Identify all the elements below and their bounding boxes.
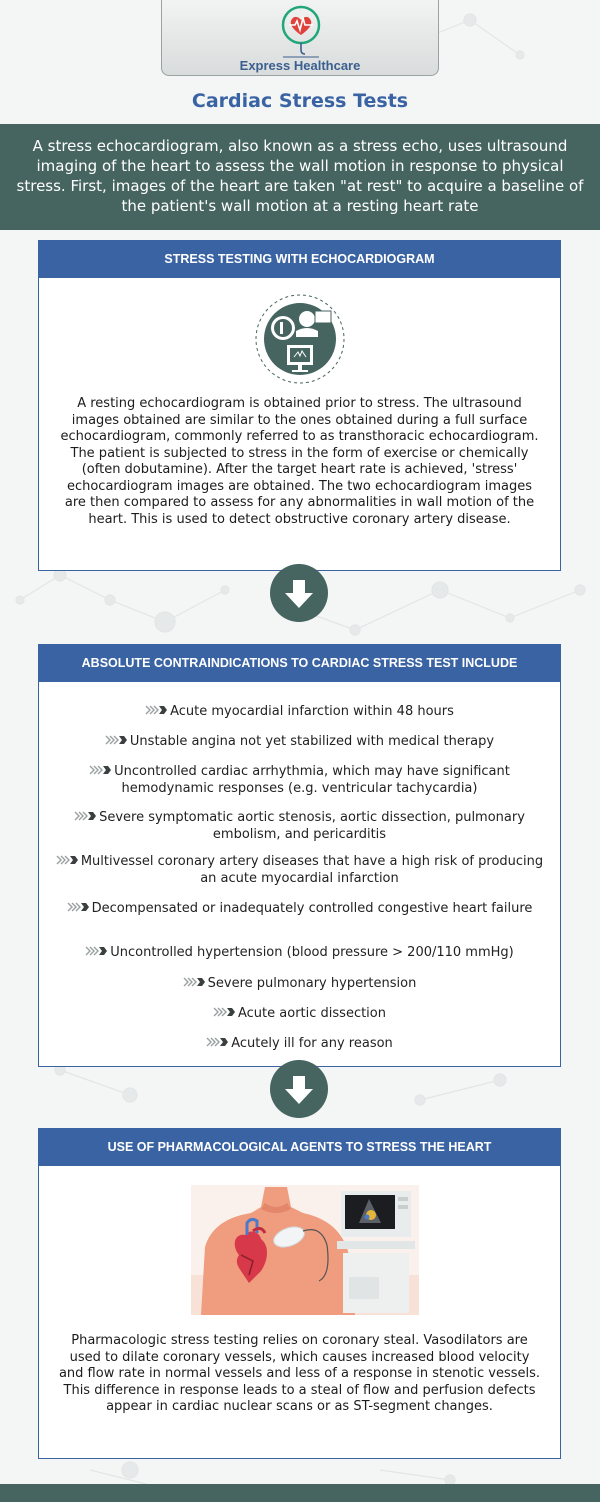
chevron-bullet-icon xyxy=(85,946,107,956)
chevron-bullet-icon xyxy=(145,705,167,715)
brand-logo[interactable] xyxy=(161,0,439,76)
section-pharmacological xyxy=(38,1128,561,1459)
section-heading: ABSOLUTE CONTRAINDICATIONS TO CARDIAC STRESS TEST INCLUDE xyxy=(39,645,560,682)
echocardiogram-exam-icon xyxy=(252,291,348,387)
down-arrow-icon xyxy=(270,1060,328,1118)
chevron-bullet-icon xyxy=(89,765,111,775)
section-body: A resting echocardiogram is obtained prior to stress. The ultrasound images obtained are similar to the ones obtained during a full surface echocardiogram, commonly referred to as transthoracic echocardiogram. The patient is subjected to stress in the form of exercise or chemically (often dobutamine). After the target heart rate is achieved, 'stress' echocardiogram images are obtained. The two echocardiogram images are then compared to assess for any abnormalities in wall motion of the heart. This is used to detect obstructive coronary artery disease. xyxy=(60,396,539,527)
list-item: Acute aortic dissection xyxy=(49,1005,550,1022)
patient-heart-ultrasound-illustration xyxy=(191,1185,419,1315)
list-item: Decompensated or inadequately controlled congestive heart failure xyxy=(49,900,550,917)
list-item: Multivessel coronary artery diseases that have a high risk of producing an acute myocardial infarction xyxy=(49,853,550,887)
chevron-bullet-icon xyxy=(206,1037,228,1047)
section-stress-echo xyxy=(38,240,561,571)
brand-name: Express Healthcare xyxy=(239,58,361,73)
list-item: Severe symptomatic aortic stenosis, aortic dissection, pulmonary embolism, and pericarditis xyxy=(49,809,550,843)
footer-band xyxy=(0,1484,600,1502)
chevron-bullet-icon xyxy=(67,902,89,912)
list-item: Uncontrolled cardiac arrhythmia, which may have significant hemodynamic responses (e.g. ventricular tachycardia) xyxy=(49,763,550,797)
list-item: Unstable angina not yet stabilized with medical therapy xyxy=(49,733,550,750)
list-item: Acute myocardial infarction within 48 hours xyxy=(49,703,550,720)
section-heading: STRESS TESTING WITH ECHOCARDIOGRAM xyxy=(39,241,560,278)
chevron-bullet-icon xyxy=(74,811,96,821)
heart-pulse-stethoscope-icon xyxy=(281,3,321,59)
list-item: Uncontrolled hypertension (blood pressure > 200/110 mmHg) xyxy=(49,944,550,961)
intro-text: A stress echocardiogram, also known as a stress echo, uses ultrasound imaging of the heart to assess the wall motion in response to physical stress. First, images of the heart are taken "at rest" to acquire a baseline of the patient's wall motion at a resting heart rate xyxy=(16,137,584,215)
section-heading: USE OF PHARMACOLOGICAL AGENTS TO STRESS THE HEART xyxy=(39,1129,560,1166)
chevron-bullet-icon xyxy=(213,1007,235,1017)
intro-banner xyxy=(0,124,600,230)
section-body: Pharmacologic stress testing relies on coronary steal. Vasodilators are used to dilate coronary vessels, which causes increased blood velocity and flow rate in normal vessels and less of a response in stenotic vessels. This difference in response leads to a steal of flow and perfusion defects appear in cardiac nuclear scans or as ST-segment changes. xyxy=(58,1333,541,1414)
down-arrow-icon xyxy=(270,564,328,622)
chevron-bullet-icon xyxy=(183,977,205,987)
list-item: Acutely ill for any reason xyxy=(49,1035,550,1052)
page-title: Cardiac Stress Tests xyxy=(191,90,409,112)
chevron-bullet-icon xyxy=(105,735,127,745)
section-contraindications xyxy=(38,644,561,1067)
list-item: Severe pulmonary hypertension xyxy=(49,975,550,992)
chevron-bullet-icon xyxy=(56,855,78,865)
